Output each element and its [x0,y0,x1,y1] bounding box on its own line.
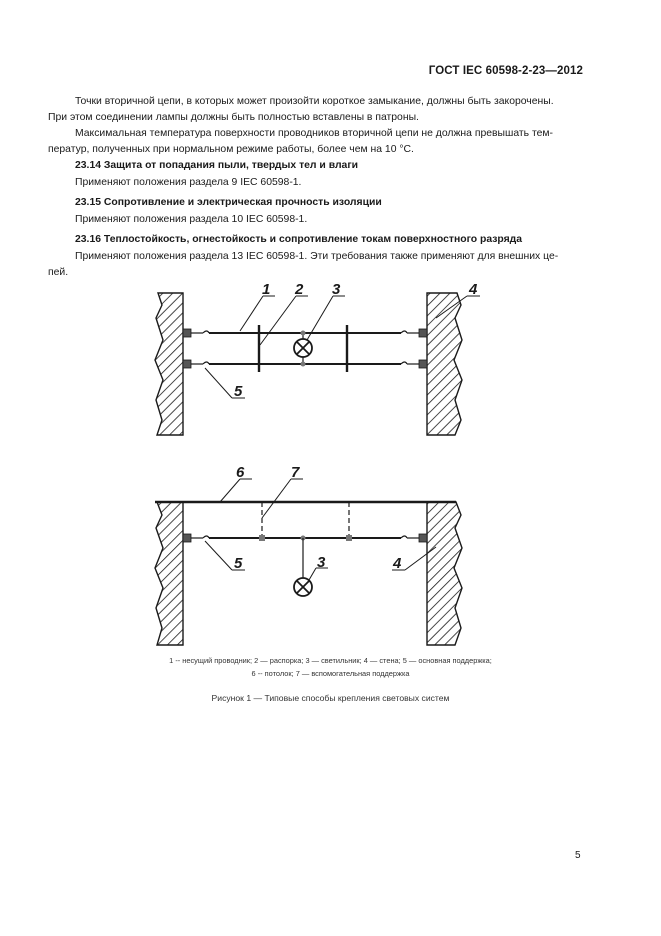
label-7: 7 [291,464,300,481]
diagram-bottom [155,464,462,645]
para-2-line-1: Максимальная температура поверхности проводников вторичной цепи не должна превышать тем- [75,128,553,139]
para-1-line-1: Точки вторичной цепи, в которых может произойти короткое замыкание, должны быть закорочены. [75,96,554,107]
wall-right [427,502,462,645]
wall-left [155,293,183,435]
figure-legend-line-1: 1 -- несущий проводник; 2 — распорка; 3 — светильник; 4 — стена; 5 — основная поддержка; [169,656,492,665]
label-2: 2 [295,281,304,298]
figure-caption: Рисунок 1 — Типовые способы крепления световых систем [211,693,450,703]
section-23-16-text: Применяют положения раздела 13 IEC 60598-1. Эти требования также применяют для внешних це- [75,251,559,262]
section-23-15-title: 23.15 Сопротивление и электрическая прочность изоляции [75,197,382,208]
section-23-14-title: 23.14 Защита от попадания пыли, твердых тел и влаги [75,160,359,171]
section-23-16-title: 23.16 Теплостойкость, огнестойкость и сопротивление токам поверхностного разряда [75,234,523,245]
label-4: 4 [469,281,478,298]
wall-right [427,293,462,435]
label-1: 1 [262,281,271,298]
label-6: 6 [236,464,245,481]
wall-left [155,502,183,645]
luminaire-icon [294,339,312,357]
label-5: 5 [234,383,243,400]
label-4: 4 [393,555,402,572]
section-23-15-text: Применяют положения раздела 10 IEC 60598-1. [75,214,308,225]
diagram-top [155,281,480,435]
section-23-14-text: Применяют положения раздела 9 IEC 60598-1. [75,177,302,188]
para-2-line-2: ператур, полученных при нормальном режиме работы, более чем на 10 °С. [48,144,414,155]
section-23-16-text-cont: пей. [48,267,69,278]
label-5: 5 [234,555,243,572]
label-3: 3 [332,281,341,298]
page-number: 5 [575,850,581,861]
luminaire-icon [294,578,312,596]
label-3: 3 [317,554,326,571]
figure-legend-line-2: 6 -- потолок; 7 — вспомогательная поддержка [251,669,410,678]
para-1-line-2: При этом соединении лампы должны быть полностью вставлены в патроны. [48,112,419,123]
document-header: ГОСТ IEC 60598-2-23—2012 [428,65,583,77]
